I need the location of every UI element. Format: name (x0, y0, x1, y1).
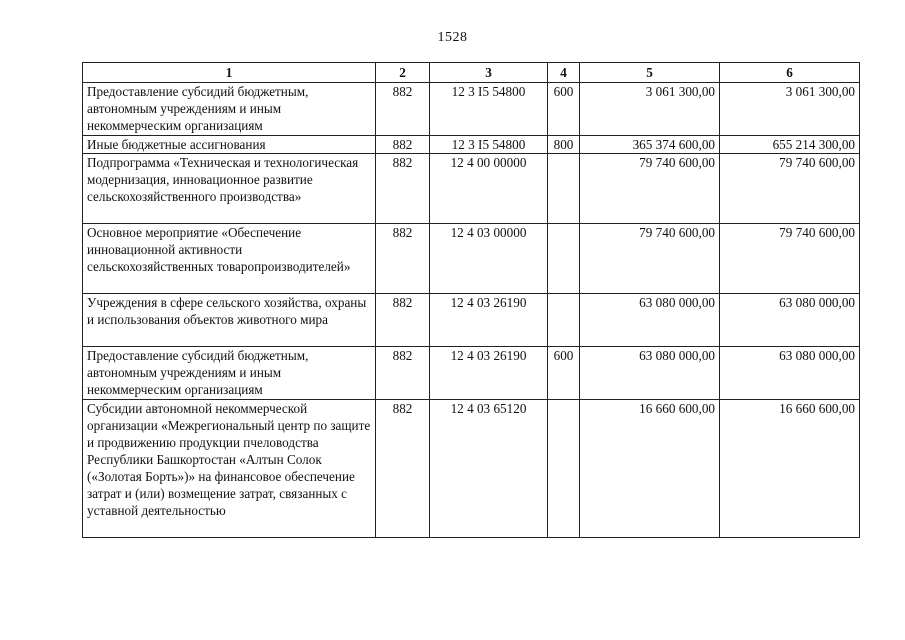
page-number: 1528 (437, 30, 468, 45)
row-amount1-cell: 63 080 000,00 (580, 294, 720, 347)
table-header-row (83, 63, 860, 83)
column-header-2: 2 (376, 63, 430, 83)
row-target-cell: 12 4 03 26190 (430, 294, 548, 347)
row-target-cell: 12 3 I5 54800 (430, 83, 548, 136)
row-amount1-cell: 16 660 600,00 (580, 400, 720, 538)
column-header-1: 1 (83, 63, 376, 83)
row-name-cell: Подпрограмма «Техническая и технологическая модернизация, инновационное развитие сельскохозяйственного производства» (83, 154, 376, 224)
row-amount1-cell: 3 061 300,00 (580, 83, 720, 136)
row-ministry-cell: 882 (376, 224, 430, 294)
column-header-4: 4 (548, 63, 580, 83)
column-header-5: 5 (580, 63, 720, 83)
row-name-cell: Субсидии автономной некоммерческой организации «Межрегиональный центр по защите и продвижению продукции пчеловодства Республики Башкортостан «Алтын Солок («Золотая Борть»)» на финансовое обеспечение затрат и (или) возмещение затрат, связанных с уставной деятельностью (83, 400, 376, 538)
row-name-cell: Предоставление субсидий бюджетным, автономным учреждениям и иным некоммерческим организациям (83, 347, 376, 400)
table-row (83, 136, 860, 154)
row-target-cell: 12 4 03 26190 (430, 347, 548, 400)
row-ministry-cell: 882 (376, 154, 430, 224)
row-amount1-cell: 63 080 000,00 (580, 347, 720, 400)
row-type-cell (548, 294, 580, 347)
table-row (83, 154, 860, 224)
row-type-cell (548, 400, 580, 538)
row-ministry-cell: 882 (376, 400, 430, 538)
table-row (83, 83, 860, 136)
row-amount2-cell: 79 740 600,00 (720, 154, 860, 224)
row-amount2-cell: 63 080 000,00 (720, 294, 860, 347)
table-row (83, 400, 860, 538)
row-name-cell: Основное мероприятие «Обеспечение инновационной активности сельскохозяйственных товаропроизводителей» (83, 224, 376, 294)
row-name-cell: Учреждения в сфере сельского хозяйства, охраны и использования объектов животного мира (83, 294, 376, 347)
row-type-cell: 600 (548, 83, 580, 136)
row-amount2-cell: 3 061 300,00 (720, 83, 860, 136)
row-target-cell: 12 4 00 00000 (430, 154, 548, 224)
row-target-cell: 12 3 I5 54800 (430, 136, 548, 154)
row-target-cell: 12 4 03 65120 (430, 400, 548, 538)
row-type-cell: 600 (548, 347, 580, 400)
row-amount1-cell: 79 740 600,00 (580, 154, 720, 224)
row-type-cell (548, 154, 580, 224)
row-ministry-cell: 882 (376, 347, 430, 400)
row-amount2-cell: 63 080 000,00 (720, 347, 860, 400)
column-header-3: 3 (430, 63, 548, 83)
row-type-cell (548, 224, 580, 294)
row-ministry-cell: 882 (376, 294, 430, 347)
table-row (83, 347, 860, 400)
row-name-cell: Иные бюджетные ассигнования (83, 136, 376, 154)
table-row (83, 294, 860, 347)
column-header-6: 6 (720, 63, 860, 83)
row-amount1-cell: 79 740 600,00 (580, 224, 720, 294)
row-amount2-cell: 655 214 300,00 (720, 136, 860, 154)
budget-table (82, 62, 860, 538)
table-row (83, 224, 860, 294)
row-amount2-cell: 79 740 600,00 (720, 224, 860, 294)
row-ministry-cell: 882 (376, 136, 430, 154)
row-amount2-cell: 16 660 600,00 (720, 400, 860, 538)
row-amount1-cell: 365 374 600,00 (580, 136, 720, 154)
row-type-cell: 800 (548, 136, 580, 154)
row-target-cell: 12 4 03 00000 (430, 224, 548, 294)
row-name-cell: Предоставление субсидий бюджетным, автономным учреждениям и иным некоммерческим организациям (83, 83, 376, 136)
row-ministry-cell: 882 (376, 83, 430, 136)
